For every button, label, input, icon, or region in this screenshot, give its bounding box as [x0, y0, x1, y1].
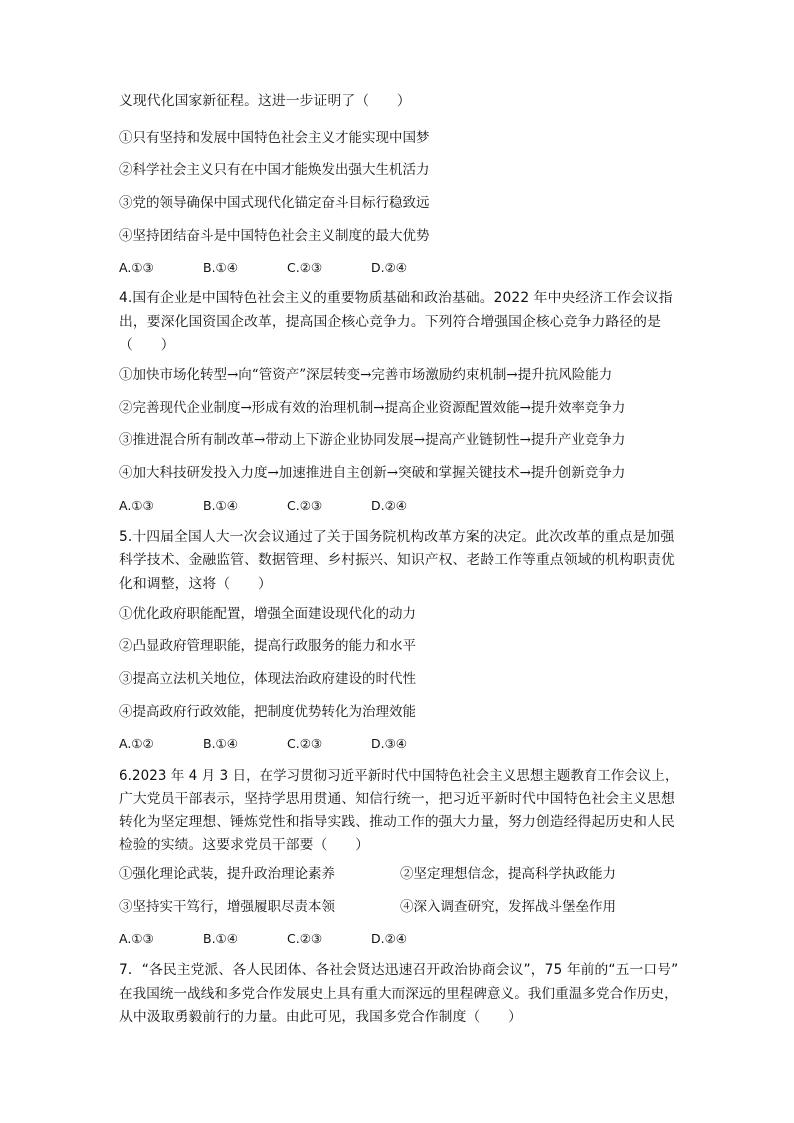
q5-stem-line-3: 化和调整，这将（ ）: [119, 576, 272, 592]
q6-stem-line-2: 广大党员干部表示，坚持学思用贯通、知信行统一，把习近平新时代中国特色社会主义思想: [119, 791, 675, 807]
q4-stem-line-2: 出，要深化国资国企改革，提高国企核心竞争力。下列符合增强国企核心竞争力路径的是: [119, 314, 661, 330]
q5-answer-d: D.③④: [371, 736, 408, 751]
q6-option-4: ④深入调查研究，发挥战斗堡垒作用: [400, 899, 616, 915]
q5-option-4: ④提高政府行政效能，把制度优势转化为治理效能: [119, 704, 416, 720]
q5-option-3: ③提高立法机关地位，体现法治政府建设的时代性: [119, 671, 416, 687]
q4-option-2: ②完善现代企业制度→形成有效的治理机制→提高企业资源配置效能→提升效率竞争力: [119, 400, 626, 416]
q3-option-1: ①只有坚持和发展中国特色社会主义才能实现中国梦: [119, 130, 430, 146]
q3-answer-a: A.①③: [119, 260, 154, 275]
q6-answer-b: B.①④: [203, 931, 238, 946]
q3-option-3: ③党的领导确保中国式现代化锚定奋斗目标行稳致远: [119, 195, 430, 211]
q6-option-3: ③坚持实干笃行，增强履职尽责本领: [119, 899, 335, 915]
q6-stem-line-3: 转化为坚定理想、锤炼党性和指导实践、推动工作的强大力量，努力创造经得起历史和人民: [119, 814, 675, 830]
q3-answer-b: B.①④: [203, 260, 238, 275]
q4-option-4: ④加大科技研发投入力度→加速推进自主创新→突破和掌握关键技术→提升创新竞争力: [119, 465, 626, 481]
q6-answer-c: C.②③: [287, 931, 323, 946]
q6-option-2: ②坚定理想信念，提高科学执政能力: [400, 866, 616, 882]
q4-option-3: ③推进混合所有制改革→带动上下游企业协同发展→提高产业链韧性→提升产业竞争力: [119, 432, 626, 448]
q3-option-2: ②科学社会主义只有在中国才能焕发出强大生机活力: [119, 162, 430, 178]
q5-answer-a: A.①②: [119, 736, 154, 751]
q3-stem-tail: 义现代化国家新征程。这进一步证明了（ ）: [119, 93, 411, 109]
q6-option-1: ①强化理论武装，提升政治理论素养: [119, 866, 335, 882]
q4-stem-line-1: 4.国有企业是中国特色社会主义的重要物质基础和政治基础。2022 年中央经济工作会议指: [119, 290, 673, 306]
q3-answer-c: C.②③: [287, 260, 323, 275]
q4-answer-d: D.②④: [371, 498, 408, 513]
q6-answer-d: D.②④: [371, 931, 408, 946]
q5-answer-b: B.①④: [203, 736, 238, 751]
q4-stem-line-3: （ ）: [119, 337, 175, 353]
q5-option-1: ①优化政府职能配置，增强全面建设现代化的动力: [119, 606, 416, 622]
q4-option-1: ①加快市场化转型→向“管资产”深层转变→完善市场激励约束机制→提升抗风险能力: [119, 367, 613, 383]
q6-stem-line-1: 6.2023 年 4 月 3 日，在学习贯彻习近平新时代中国特色社会主义思想主题教育工作会议上，: [119, 768, 679, 784]
q7-stem-line-3: 从中汲取勇毅前行的力量。由此可见，我国多党合作制度（ ）: [119, 1009, 523, 1025]
q3-option-4: ④坚持团结奋斗是中国特色社会主义制度的最大优势: [119, 228, 430, 244]
q5-stem-line-2: 科学技术、金融监管、数据管理、乡村振兴、知识产权、老龄工作等重点领域的机构职责优: [119, 552, 675, 568]
q4-answer-c: C.②③: [287, 498, 323, 513]
q6-answer-a: A.①③: [119, 931, 154, 946]
q3-answer-d: D.②④: [371, 260, 408, 275]
q5-answer-c: C.②③: [287, 736, 323, 751]
q5-stem-line-1: 5.十四届全国人大一次会议通过了关于国务院机构改革方案的决定。此次改革的重点是加强: [119, 529, 675, 545]
q7-stem-line-1: 7．“各民主党派、各人民团体、各社会贤达迅速召开政治协商会议”，75 年前的“五一口号”: [119, 962, 679, 978]
q6-stem-line-4: 检验的实绩。这要求党员干部要（ ）: [119, 837, 370, 853]
q7-stem-line-2: 在我国统一战线和多党合作发展史上具有重大而深远的里程碑意义。我们重温多党合作历史，: [119, 986, 678, 1002]
q4-answer-a: A.①③: [119, 498, 154, 513]
q4-answer-b: B.①④: [203, 498, 238, 513]
q5-option-2: ②凸显政府管理职能，提高行政服务的能力和水平: [119, 638, 416, 654]
